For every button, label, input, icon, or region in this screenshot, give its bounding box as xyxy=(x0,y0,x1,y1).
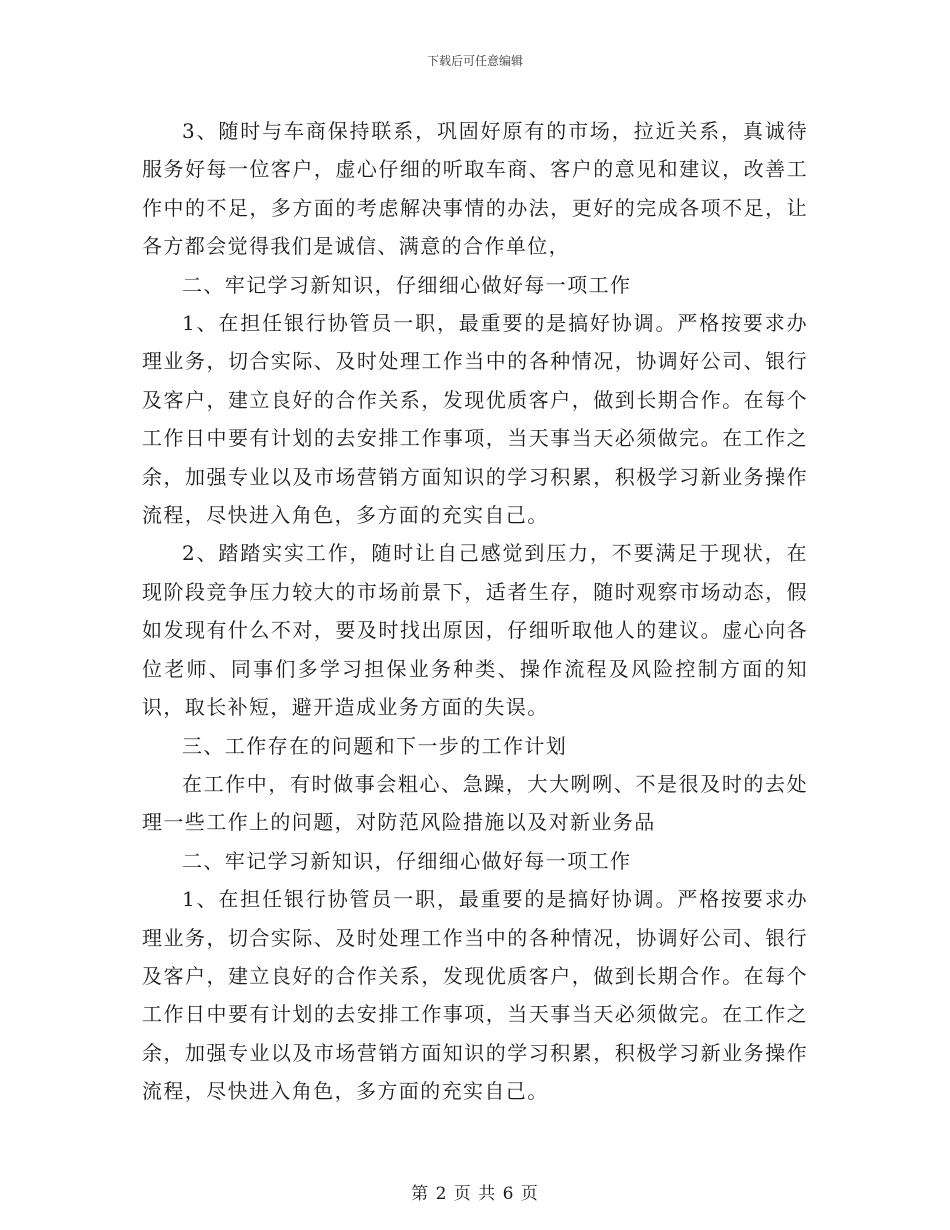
paragraph-1: 3、随时与车商保持联系，巩固好原有的市场，拉近关系，真诚待服务好每一位客户，虚心仔细的听取车商、客户的意见和建议，改善工作中的不足，多方面的考虑解决事情的办法，更好的完成各项不足，让各方都会觉得我们是诚信、满意的合作单位， xyxy=(142,119,808,259)
paragraph-3: 在工作中，有时做事会粗心、急躁，大大咧咧、不是很及时的去处理一些工作上的问题，对防范风险措施以及对新业务品 xyxy=(142,771,808,835)
document-body xyxy=(142,112,808,1111)
section-heading-2-repeat: 二、牢记学习新知识，仔细细心做好每一项工作 xyxy=(182,848,632,873)
page-number-footer: 第 2 页 共 6 页 xyxy=(411,1184,539,1204)
paragraph-2-2: 2、踏踏实实工作，随时让自己感觉到压力，不要满足于现状，在现阶段竞争压力较大的市场前景下，适者生存，随时观察市场动态，假如发现有什么不对，要及时找出原因，仔细听取他人的建议。虚心向各位老师、同事们多学习担保业务种类、操作流程及风险控制方面的知识，取长补短，避开造成业务方面的失误。 xyxy=(142,541,808,720)
paragraph-2-1-repeat: 1、在担任银行协管员一职，最重要的是搞好协调。严格按要求办理业务，切合实际、及时处理工作当中的各种情况，协调好公司、银行及客户，建立良好的合作关系，发现优质客户，做到长期合作。在每个工作日中要有计划的去安排工作事项，当天事当天必须做完。在工作之余，加强专业以及市场营销方面知识的学习积累，积极学习新业务操作流程，尽快进入角色，多方面的充实自己。 xyxy=(142,887,808,1104)
paragraph-2-1: 1、在担任银行协管员一职，最重要的是搞好协调。严格按要求办理业务，切合实际、及时处理工作当中的各种情况，协调好公司、银行及客户，建立良好的合作关系，发现优质客户，做到长期合作。在每个工作日中要有计划的去安排工作事项，当天事当天必须做完。在工作之余，加强专业以及市场营销方面知识的学习积累，积极学习新业务操作流程，尽快进入角色，多方面的充实自己。 xyxy=(142,311,808,528)
page-header: 下载后可任意编辑 xyxy=(426,54,523,68)
section-heading-2: 二、牢记学习新知识，仔细细心做好每一项工作 xyxy=(182,272,632,297)
section-heading-3: 三、工作存在的问题和下一步的工作计划 xyxy=(182,733,568,758)
